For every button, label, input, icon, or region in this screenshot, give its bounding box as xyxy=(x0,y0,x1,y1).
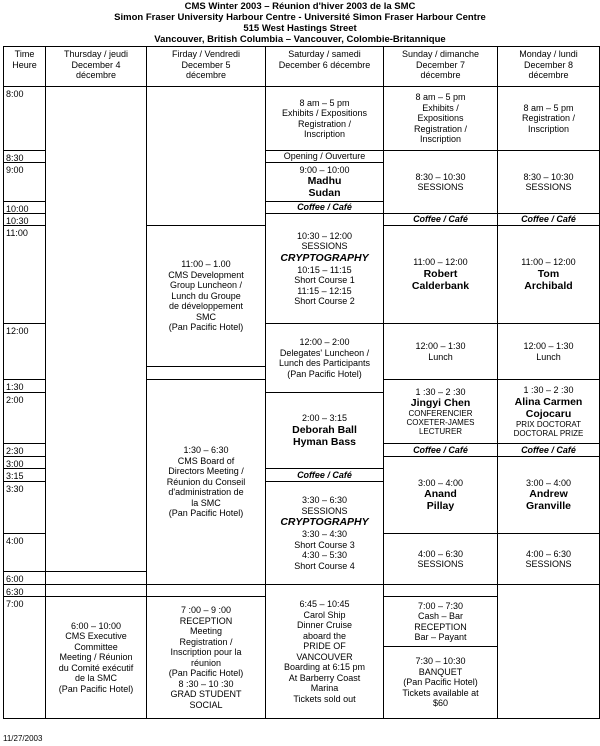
thu-exec-meeting-line-5: de la SMC xyxy=(74,673,118,684)
mon-sessions-1-line-0: 8:30 – 10:30 xyxy=(523,171,574,182)
sat-sessions-2-line-6: Short Course 4 xyxy=(294,560,355,571)
fri-reception-line-0: 7 :00 – 9 :00 xyxy=(180,605,232,615)
sat-sessions-1-line-6: Short Course 2 xyxy=(294,296,355,306)
sat-sessions-2 xyxy=(265,481,384,585)
thu-exec-meeting-line-3: Meeting / Réunion xyxy=(59,652,133,663)
time-t0330-line-0: 3:30 xyxy=(6,484,24,494)
sun-sessions-2-line-1: SESSIONS xyxy=(417,559,464,569)
fri-reception-line-1: RECEPTION xyxy=(179,615,233,626)
time-t0230-line-0: 2:30 xyxy=(6,446,24,456)
col-header-saturday xyxy=(265,46,384,87)
sat-delegates-lunch-line-3: (Pan Pacific Hotel) xyxy=(287,368,362,379)
fri-reception xyxy=(146,596,266,719)
mon-empty-evening xyxy=(497,584,600,719)
sun-plenary-calderbank-line-2: Calderbank xyxy=(411,279,470,292)
col-header-friday-line-0: Firday / Vendredi xyxy=(171,49,241,59)
fri-board-meeting-line-1: CMS Board of xyxy=(177,455,235,466)
sat-sessions-1 xyxy=(265,213,384,324)
time-t0300-line-0: 3:00 xyxy=(6,459,24,469)
time-t0900-line-0: 9:00 xyxy=(6,165,24,175)
sun-cash-bar-reception-line-1: Cash – Bar xyxy=(417,611,464,621)
title-line-4: Vancouver, British Columbia – Vancouver, Colombie-Britannique xyxy=(154,34,446,45)
fri-reception-line-8: GRAD STUDENT xyxy=(170,689,242,699)
sat-sessions-1-line-5: 11:15 – 12:15 xyxy=(297,285,352,296)
sat-sessions-2-line-0: 3:30 – 6:30 xyxy=(301,495,348,505)
fri-development-lunch-line-4: de développement xyxy=(168,301,244,312)
sun-sessions-2 xyxy=(383,533,498,585)
col-header-friday-line-2: décembre xyxy=(185,70,227,80)
thu-exec-meeting-line-4: du Comité exécutif xyxy=(58,662,134,673)
time-t0800-line-0: 8:00 xyxy=(6,89,24,99)
time-t0600-line-0: 6:00 xyxy=(6,574,24,584)
fri-development-lunch-line-6: (Pan Pacific Hotel) xyxy=(168,322,244,333)
sun-banquet-line-4: $60 xyxy=(432,698,449,709)
sat-dinner-cruise-line-6: Boarding at 6:15 pm xyxy=(283,662,366,672)
time-t0315-line-0: 3:15 xyxy=(6,471,24,481)
mon-doctoral-prize-lecture-line-1: Alina Carmen xyxy=(514,395,583,408)
col-header-saturday-line-0: Saturday / samedi xyxy=(288,49,361,59)
sun-banquet-line-3: Tickets available at xyxy=(402,687,479,698)
sat-registration xyxy=(265,86,384,151)
sun-registration xyxy=(383,86,498,151)
sun-banquet-line-2: (Pan Pacific Hotel) xyxy=(403,677,478,688)
fri-reception-line-7: 8 :30 – 10 :30 xyxy=(178,678,234,689)
mon-registration-line-0: 8 am – 5 pm xyxy=(523,102,574,113)
mon-registration-line-1: Registration / xyxy=(521,113,576,124)
sun-coxeter-james-lecture-line-0: 1 :30 – 2 :30 xyxy=(415,386,466,397)
mon-lunch-line-0: 12:00 – 1:30 xyxy=(523,341,574,351)
mon-plenary-granville-line-1: Andrew xyxy=(529,488,568,501)
sat-dinner-cruise-line-1: Carol Ship xyxy=(303,609,346,620)
sat-sessions-1-line-1: SESSIONS xyxy=(301,241,348,251)
sun-plenary-pillay-line-0: 3:00 – 4:00 xyxy=(417,477,464,488)
sat-plenary-sudan xyxy=(265,162,384,202)
mon-lunch xyxy=(497,323,600,380)
mon-coffee-1-line-0: Coffee / Café xyxy=(521,214,576,225)
col-header-monday xyxy=(497,46,600,87)
mon-plenary-granville xyxy=(497,456,600,534)
time-t0130-line-0: 1:30 xyxy=(6,382,24,392)
time-t0400-line-0: 4:00 xyxy=(6,536,24,546)
thu-exec-meeting-line-2: Committee xyxy=(74,641,118,652)
sat-delegates-lunch-line-2: Lunch des Participants xyxy=(278,358,371,368)
mon-plenary-archibald-line-1: Tom xyxy=(537,267,560,280)
sat-plenary-ball-bass-line-2: Hyman Bass xyxy=(292,435,357,448)
sun-plenary-pillay-line-2: Pillay xyxy=(426,500,455,513)
mon-sessions-1 xyxy=(497,150,600,214)
thu-exec-meeting-line-0: 6:00 – 10:00 xyxy=(70,620,122,631)
sun-sessions-1-line-0: 8:30 – 10:30 xyxy=(415,171,466,182)
col-header-time xyxy=(3,46,46,87)
thu-exec-meeting-line-6: (Pan Pacific Hotel) xyxy=(58,683,134,694)
fri-development-lunch-line-1: CMS Development xyxy=(168,269,244,280)
mon-plenary-archibald-line-2: Archibald xyxy=(524,279,573,292)
sat-sessions-2-line-4: Short Course 3 xyxy=(294,539,355,550)
sun-plenary-calderbank xyxy=(383,225,498,324)
time-t0230 xyxy=(3,443,46,457)
time-t0130 xyxy=(3,379,46,393)
col-header-time-line-0: Time xyxy=(14,49,35,59)
fri-reception-line-3: Registration / xyxy=(179,636,233,647)
fri-board-meeting-line-5: la SMC xyxy=(191,497,221,508)
mon-sessions-2-line-1: SESSIONS xyxy=(525,559,572,569)
schedule-table xyxy=(3,46,599,718)
fri-development-lunch-line-3: Lunch du Groupe xyxy=(171,290,241,301)
time-t0400 xyxy=(3,533,46,572)
time-t1200-line-0: 12:00 xyxy=(6,326,29,336)
mon-sessions-2-line-0: 4:00 – 6:30 xyxy=(525,548,572,559)
title-line-2: Simon Fraser University Harbour Centre - Université Simon Fraser Harbour Centre xyxy=(114,12,486,23)
fri-empty-noon xyxy=(146,366,266,380)
col-header-sunday-line-1: December 7 xyxy=(415,59,466,70)
time-t0630-line-0: 6:30 xyxy=(6,587,24,597)
thu-empty-600 xyxy=(45,571,147,585)
sat-registration-line-1: Exhibits / Expositions xyxy=(281,108,368,118)
sun-registration-line-0: 8 am – 5 pm xyxy=(415,92,466,103)
sat-registration-line-3: Inscription xyxy=(303,129,346,139)
fri-board-meeting xyxy=(146,379,266,585)
mon-doctoral-prize-lecture xyxy=(497,379,600,444)
sat-plenary-sudan-line-0: 9:00 – 10:00 xyxy=(299,164,350,175)
sun-banquet xyxy=(383,646,498,719)
col-header-friday xyxy=(146,46,266,87)
sat-dinner-cruise-line-9: Tickets sold out xyxy=(293,693,356,704)
sat-dinner-cruise-line-4: PRIDE OF xyxy=(303,641,346,651)
fri-development-lunch xyxy=(146,225,266,367)
sat-sessions-1-line-2: CRYPTOGRAPHY xyxy=(280,251,369,264)
col-header-sunday-line-2: décembre xyxy=(420,70,461,80)
sat-dinner-cruise xyxy=(265,584,384,719)
col-header-thursday-line-0: Thursday / jeudi xyxy=(63,49,129,59)
mon-doctoral-prize-lecture-line-4: DOCTORAL PRIZE xyxy=(513,428,584,438)
sat-opening-line-0: Opening / Ouverture xyxy=(283,151,366,162)
sat-sessions-2-line-3: 3:30 – 4:30 xyxy=(301,529,348,539)
print-date: 11/27/2003 xyxy=(3,734,43,743)
time-t1100-line-0: 11:00 xyxy=(6,228,28,238)
sun-registration-line-1: Exhibits / xyxy=(422,102,459,113)
fri-development-lunch-line-5: SMC xyxy=(196,311,216,322)
sat-plenary-sudan-line-2: Sudan xyxy=(308,187,341,200)
sun-cash-bar-reception xyxy=(383,596,498,647)
mon-registration-line-2: Inscription xyxy=(527,123,570,134)
sun-cash-bar-reception-line-2: RECEPTION xyxy=(414,621,467,632)
sun-coffee-2-line-0: Coffee / Café xyxy=(413,444,468,455)
col-header-monday-line-1: December 8 xyxy=(523,59,574,70)
sun-banquet-line-0: 7:30 – 10:30 xyxy=(415,656,466,667)
sat-registration-line-0: 8 am – 5 pm xyxy=(299,97,350,108)
sat-sessions-2-line-1: SESSIONS xyxy=(301,505,348,516)
sat-plenary-ball-bass-line-1: Deborah Ball xyxy=(292,423,357,436)
time-t1000-line-0: 10:00 xyxy=(6,204,29,214)
time-t0830-line-0: 8:30 xyxy=(6,153,24,163)
sat-dinner-cruise-line-7: At Barberry Coast xyxy=(288,672,361,683)
sun-plenary-calderbank-line-0: 11:00 – 12:00 xyxy=(413,257,468,268)
sun-sessions-2-line-0: 4:00 – 6:30 xyxy=(417,548,464,559)
sun-plenary-pillay-line-1: Anand xyxy=(424,488,457,501)
sun-coxeter-james-lecture xyxy=(383,379,498,444)
mon-plenary-archibald xyxy=(497,225,600,324)
mon-doctoral-prize-lecture-line-3: PRIX DOCTORAT xyxy=(515,419,582,429)
fri-board-meeting-line-6: (Pan Pacific Hotel) xyxy=(168,508,244,519)
sat-delegates-lunch-line-0: 12:00 – 2:00 xyxy=(299,337,350,347)
sat-coffee-2-line-0: Coffee / Café xyxy=(297,469,352,480)
fri-board-meeting-line-3: Réunion du Conseil xyxy=(166,476,246,487)
time-t0315 xyxy=(3,468,46,482)
sun-sessions-1-line-1: SESSIONS xyxy=(417,182,464,192)
fri-reception-line-2: Meeting xyxy=(189,626,223,636)
sun-cash-bar-reception-line-0: 7:00 – 7:30 xyxy=(417,600,464,611)
fri-development-lunch-line-0: 11:00 – 1.00 xyxy=(181,259,231,270)
col-header-friday-line-1: December 5 xyxy=(181,59,231,70)
sun-registration-line-4: Inscription xyxy=(419,134,462,145)
thu-empty-day xyxy=(45,86,147,572)
sun-lunch xyxy=(383,323,498,380)
time-t0200-line-0: 2:00 xyxy=(6,395,24,405)
sun-cash-bar-reception-line-3: Bar – Payant xyxy=(414,632,467,642)
fri-reception-line-9: SOCIAL xyxy=(189,699,223,710)
mon-plenary-granville-line-0: 3:00 – 4:00 xyxy=(525,477,572,488)
sat-plenary-ball-bass-line-0: 2:00 – 3:15 xyxy=(301,413,348,424)
mon-coffee-2 xyxy=(497,443,600,457)
time-t0900 xyxy=(3,162,46,202)
fri-development-lunch-line-2: Group Luncheon / xyxy=(169,280,243,291)
col-header-sunday xyxy=(383,46,498,87)
time-t1200 xyxy=(3,323,46,380)
title-line-1: CMS Winter 2003 – Réunion d'hiver 2003 de la SMC xyxy=(184,1,416,12)
sun-coxeter-james-lecture-line-2: CONFERENCIER xyxy=(408,409,473,419)
sat-sessions-1-line-0: 10:30 – 12:00 xyxy=(296,230,353,241)
sun-lunch-line-0: 12:00 – 1:30 xyxy=(415,341,466,351)
sun-coxeter-james-lecture-line-4: LECTURER xyxy=(418,427,463,437)
sun-banquet-line-1: BANQUET xyxy=(418,666,463,677)
sun-sessions-1 xyxy=(383,150,498,214)
col-header-monday-line-2: décembre xyxy=(528,70,569,80)
fri-board-meeting-line-2: Directors Meeting / xyxy=(168,466,244,477)
sun-registration-line-2: Expositions xyxy=(417,113,464,124)
fri-board-meeting-line-0: 1:30 – 6:30 xyxy=(183,445,229,456)
fri-empty-morning xyxy=(146,86,266,226)
sun-registration-line-3: Registration / xyxy=(413,123,468,134)
fri-board-meeting-line-4: d'administration de xyxy=(168,487,244,498)
sat-dinner-cruise-line-5: VANCOUVER xyxy=(296,651,353,662)
fri-reception-line-5: réunion xyxy=(190,657,222,668)
col-header-monday-line-0: Monday / lundi xyxy=(519,49,578,59)
mon-doctoral-prize-lecture-line-0: 1 :30 – 2 :30 xyxy=(523,385,574,396)
mon-plenary-archibald-line-0: 11:00 – 12:00 xyxy=(521,257,576,268)
mon-doctoral-prize-lecture-line-2: Cojocaru xyxy=(525,407,572,420)
time-t1030-line-0: 10:30 xyxy=(6,216,29,226)
time-t0700 xyxy=(3,596,46,719)
col-header-sunday-line-0: Sunday / dimanche xyxy=(401,49,480,59)
sat-coffee-1-line-0: Coffee / Café xyxy=(297,202,352,213)
title-line-3: 515 West Hastings Street xyxy=(243,23,357,34)
sun-coffee-2 xyxy=(383,443,498,457)
sat-coffee-2 xyxy=(265,468,384,482)
thu-exec-meeting xyxy=(45,596,147,719)
time-t0330 xyxy=(3,481,46,534)
mon-sessions-2 xyxy=(497,533,600,585)
mon-plenary-granville-line-2: Granville xyxy=(526,500,571,513)
time-t0700-line-0: 7:00 xyxy=(6,599,24,609)
col-header-thursday-line-2: décembre xyxy=(75,70,117,80)
mon-coffee-2-line-0: Coffee / Café xyxy=(521,444,576,455)
time-t0200 xyxy=(3,392,46,444)
col-header-time-line-1: Heure xyxy=(12,59,37,70)
fri-reception-line-6: (Pan Pacific Hotel) xyxy=(168,668,244,678)
sun-coxeter-james-lecture-line-1: Jingyi Chen xyxy=(410,397,471,410)
sat-dinner-cruise-line-2: Dinner Cruise xyxy=(296,620,353,630)
sat-dinner-cruise-line-0: 6:45 – 10:45 xyxy=(299,599,350,609)
sat-plenary-ball-bass xyxy=(265,392,384,469)
sun-plenary-calderbank-line-1: Robert xyxy=(423,267,458,280)
mon-registration xyxy=(497,86,600,151)
sun-lunch-line-1: Lunch xyxy=(428,351,453,362)
mon-sessions-1-line-1: SESSIONS xyxy=(525,182,572,192)
time-t0800 xyxy=(3,86,46,151)
col-header-thursday-line-1: December 4 xyxy=(71,59,121,70)
sat-registration-line-2: Registration / xyxy=(297,118,352,129)
sat-sessions-2-line-2: CRYPTOGRAPHY xyxy=(280,516,369,528)
sat-dinner-cruise-line-3: aboard the xyxy=(302,630,347,641)
sun-coxeter-james-lecture-line-3: COXETER-JAMES xyxy=(406,418,475,428)
sat-sessions-1-line-4: Short Course 1 xyxy=(294,275,355,285)
sun-coffee-1-line-0: Coffee / Café xyxy=(413,214,468,225)
sat-delegates-lunch xyxy=(265,323,384,393)
mon-lunch-line-1: Lunch xyxy=(536,351,561,362)
col-header-thursday xyxy=(45,46,147,87)
time-t1100 xyxy=(3,225,46,324)
time-t0600 xyxy=(3,571,46,585)
col-header-saturday-line-1: December 6 décembre xyxy=(278,59,371,70)
sat-plenary-sudan-line-1: Madhu xyxy=(307,175,342,188)
fri-reception-line-4: Inscription pour la xyxy=(170,647,242,657)
sat-dinner-cruise-line-8: Marina xyxy=(310,683,339,693)
sun-plenary-pillay xyxy=(383,456,498,534)
thu-exec-meeting-line-1: CMS Executive xyxy=(65,631,127,642)
sat-sessions-1-line-3: 10:15 – 11:15 xyxy=(297,264,352,275)
sat-delegates-lunch-line-1: Delegates' Luncheon / xyxy=(279,347,370,358)
sat-sessions-2-line-5: 4:30 – 5:30 xyxy=(301,550,348,560)
